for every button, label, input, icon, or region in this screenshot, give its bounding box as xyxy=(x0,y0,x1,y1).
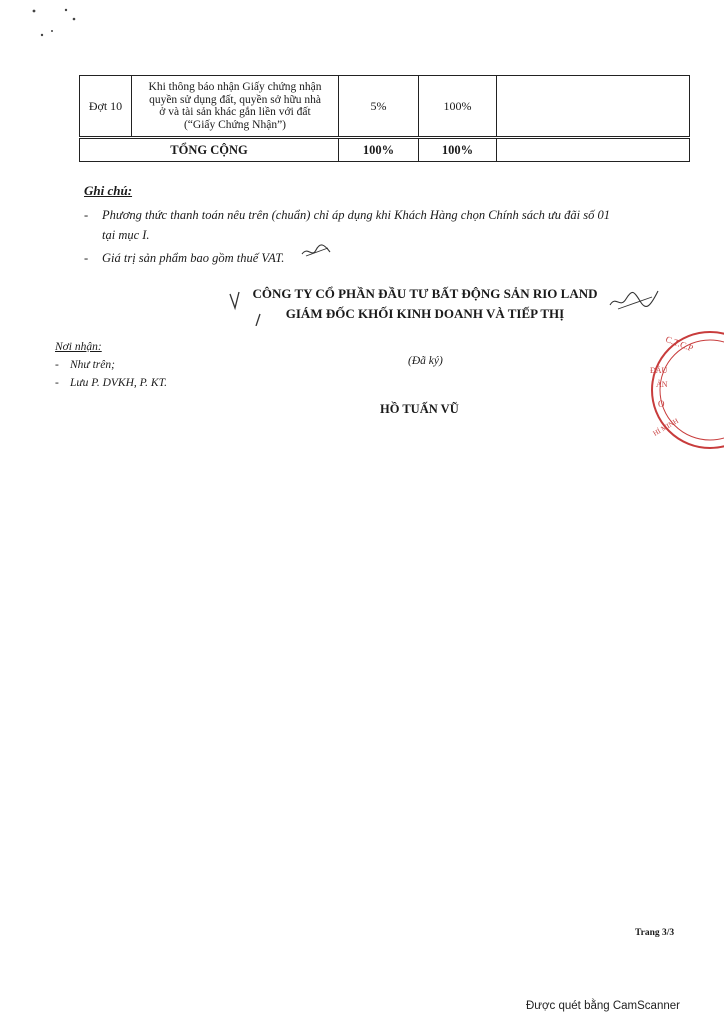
cumulative-cell: 100% xyxy=(419,76,497,138)
signer-title: GIÁM ĐỐC KHỐI KINH DOANH VÀ TIẾP THỊ xyxy=(285,306,565,321)
recipients-section xyxy=(55,338,167,392)
notes-title: Ghi chú: xyxy=(84,183,133,198)
recipient-item xyxy=(55,374,167,392)
recipient-item xyxy=(55,356,167,374)
total-label: TỔNG CỘNG xyxy=(80,138,339,162)
description-line: (“Giấy Chứng Nhận”) xyxy=(183,118,287,131)
company-block xyxy=(215,284,635,324)
signature-mark xyxy=(226,286,266,326)
recipient-text: Lưu P. DVKH, P. KT. xyxy=(70,377,168,389)
initial-mark xyxy=(300,240,334,260)
total-extra xyxy=(497,138,690,162)
percent-cell: 5% xyxy=(339,76,419,138)
total-cumulative: 100% xyxy=(419,138,497,162)
description-cell xyxy=(132,76,339,138)
signature-mark xyxy=(608,287,660,313)
svg-text:C.T.C.P: C.T.C.P xyxy=(664,334,695,354)
payment-schedule-table xyxy=(79,75,690,162)
svg-text:O: O xyxy=(658,399,665,409)
description-line: Khi thông báo nhận Giấy chứng nhận xyxy=(148,81,322,93)
description-line: ở và tài sản khác gắn liền với đất xyxy=(159,106,311,118)
svg-text:HÍ MINH: HÍ MINH xyxy=(651,416,680,438)
table-row xyxy=(80,76,690,138)
bullet-dash: - xyxy=(84,208,89,222)
svg-text:ẢN: ẢN xyxy=(656,380,668,389)
page-number: Trang 3/3 xyxy=(635,928,675,938)
notes-section xyxy=(84,183,694,268)
scanner-footer: Được quét bằng CamScanner xyxy=(526,1000,680,1012)
phase-cell: Đợt 10 xyxy=(80,76,132,138)
total-row xyxy=(80,138,690,162)
signer-name: HỒ TUẤN VŨ xyxy=(380,402,459,416)
svg-text:ĐẦU: ĐẦU xyxy=(650,366,668,375)
bullet-dash: - xyxy=(84,251,89,265)
scan-specks xyxy=(30,5,90,45)
company-seal xyxy=(640,325,724,455)
note-item xyxy=(84,205,694,245)
description-line: quyền sử dụng đất, quyền sở hữu nhà xyxy=(149,93,321,106)
extra-cell xyxy=(497,76,690,138)
recipient-text: Như trên; xyxy=(70,359,115,371)
bullet-dash: - xyxy=(55,377,59,389)
total-percent: 100% xyxy=(339,138,419,162)
note-text: tại mục I. xyxy=(102,228,150,242)
note-text: Phương thức thanh toán nêu trên (chuẩn) chỉ áp dụng khi Khách Hàng chọn Chính sách ưu đãi số 01 xyxy=(102,208,610,222)
bullet-dash: - xyxy=(55,359,59,371)
signed-note: (Đã ký) xyxy=(408,355,443,367)
note-item xyxy=(84,248,694,268)
note-text: Giá trị sản phẩm bao gồm thuế VAT. xyxy=(102,251,285,265)
recipients-title: Nơi nhận: xyxy=(55,341,102,353)
company-name: CÔNG TY CỔ PHẦN ĐẦU TƯ BẤT ĐỘNG SẢN RIO LAND xyxy=(252,286,598,301)
